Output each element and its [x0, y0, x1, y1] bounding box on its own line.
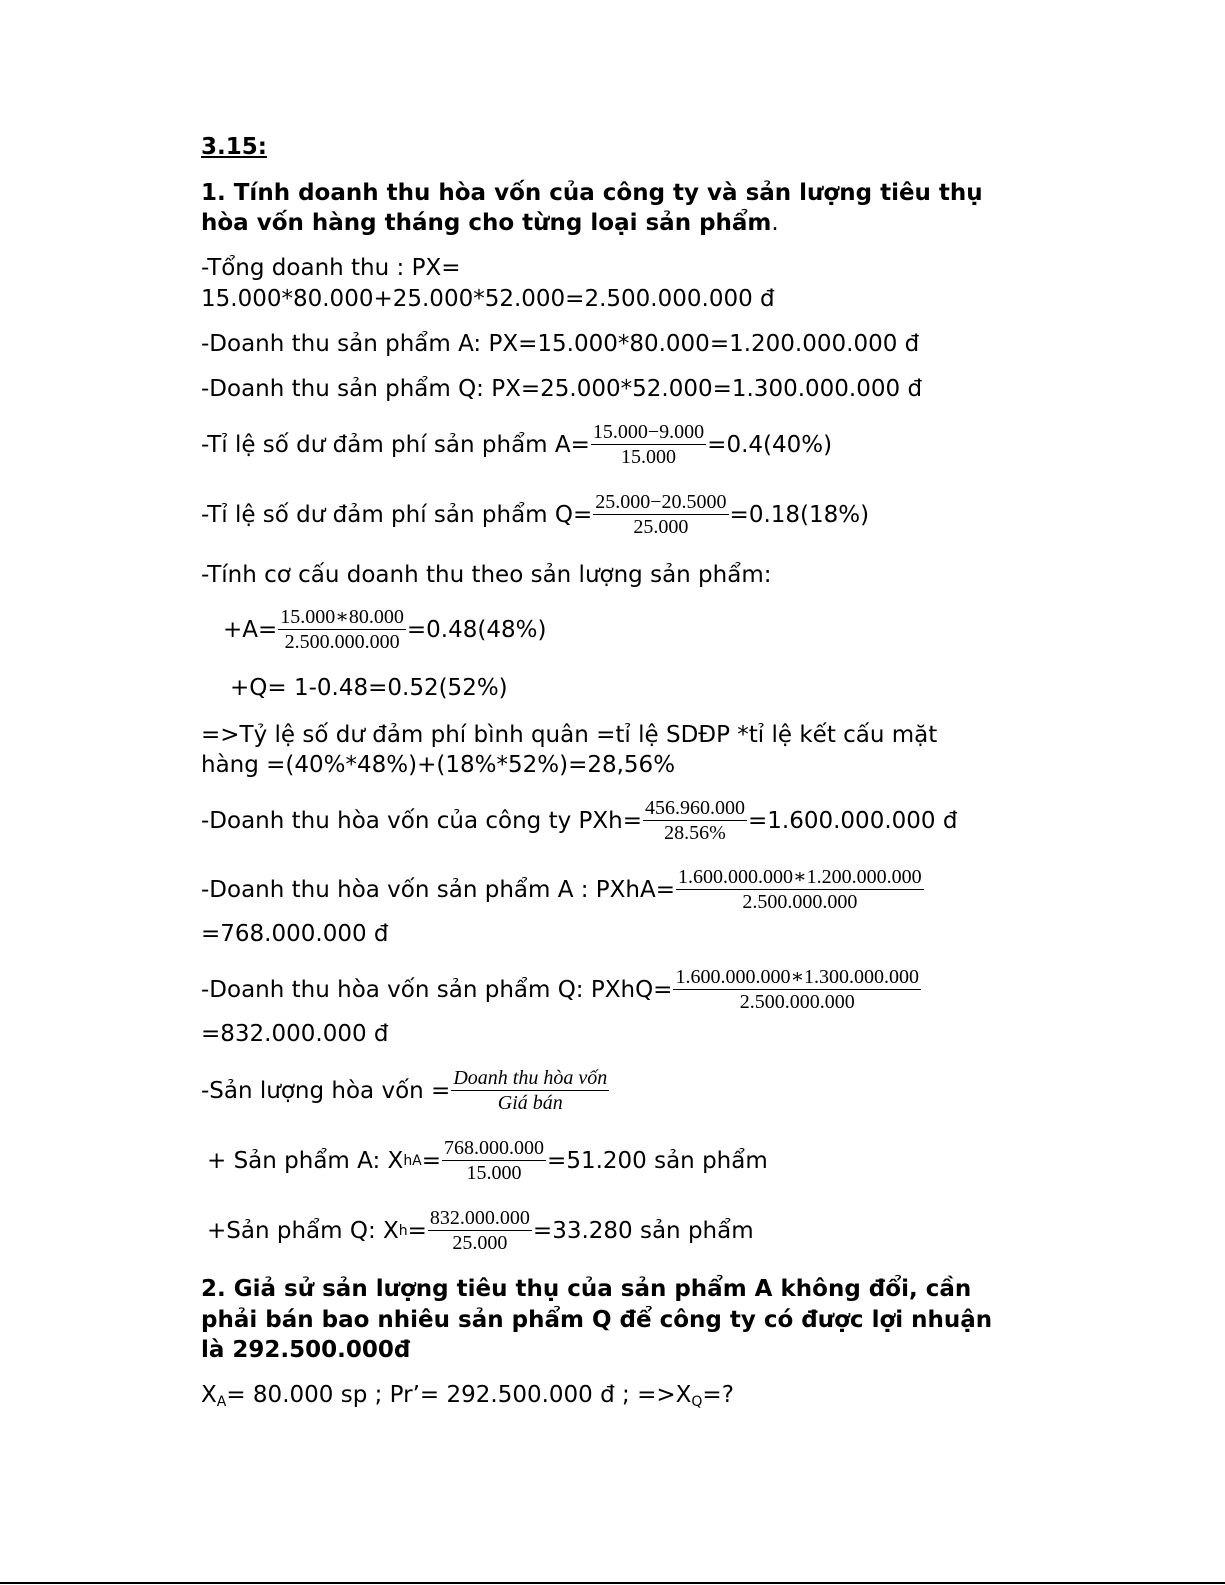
- sales-mix-a-label: +A=: [223, 616, 278, 643]
- section-heading: 3.15:: [201, 134, 267, 160]
- given-subscript-a: A: [216, 1394, 227, 1410]
- total-revenue-line-1: -Tổng doanh thu : PX=: [201, 255, 461, 281]
- break-even-a-denominator: 2.500.000.000: [742, 891, 858, 913]
- units-product-q-fraction: [428, 1206, 532, 1255]
- break-even-units-numerator: Doanh thu hòa vốn: [453, 1067, 608, 1089]
- units-product-q-subscript: h: [398, 1222, 408, 1239]
- cm-ratio-q-formula: [201, 490, 869, 539]
- break-even-a-formula: [201, 865, 925, 914]
- break-even-units-fraction: [451, 1066, 609, 1115]
- cm-ratio-q-denominator: 25.000: [633, 516, 689, 538]
- cm-ratio-a-numerator: 15.000−9.000: [592, 421, 705, 443]
- break-even-a-result: =768.000.000 đ: [201, 921, 389, 947]
- cm-ratio-a-label: -Tỉ lệ số dư đảm phí sản phẩm A=: [201, 431, 590, 458]
- break-even-units-denominator: Giá bán: [497, 1092, 563, 1114]
- units-product-a-numerator: 768.000.000: [444, 1137, 545, 1159]
- break-even-units-formula: [201, 1066, 610, 1115]
- units-product-a-fraction: [442, 1136, 546, 1185]
- sales-mix-title: -Tính cơ cấu doanh thu theo sản lượng sản phẩm:: [201, 562, 772, 588]
- sales-mix-a-result: =0.48(48%): [406, 616, 547, 643]
- average-cm-ratio-line-2: hàng =(40%*48%)+(18%*52%)=28,56%: [201, 752, 676, 778]
- units-product-a-result: =51.200 sản phẩm: [547, 1147, 768, 1174]
- cm-ratio-q-label: -Tỉ lệ số dư đảm phí sản phẩm Q=: [201, 501, 593, 528]
- cm-ratio-q-fraction: [593, 490, 728, 539]
- units-product-q-denominator: 25.000: [452, 1232, 508, 1254]
- question-1-title-line-1: 1. Tính doanh thu hòa vốn của công ty và sản lượng tiêu thụ: [201, 180, 983, 206]
- given-question: =?: [702, 1382, 734, 1408]
- question-2-line-3: là 292.500.000đ: [201, 1337, 411, 1363]
- cm-ratio-q-result: =0.18(18%): [729, 501, 870, 528]
- break-even-q-numerator: 1.600.000.000∗1.300.000.000: [675, 966, 920, 988]
- question-2-line-2: phải bán bao nhiêu sản phẩm Q để công ty có được lợi nhuận: [201, 1307, 993, 1333]
- total-revenue-line-2: 15.000*80.000+25.000*52.000=2.500.000.000 đ: [201, 286, 775, 312]
- break-even-company-result: =1.600.000.000 đ: [748, 807, 958, 834]
- sales-mix-a-fraction: [278, 605, 406, 654]
- revenue-product-q: -Doanh thu sản phẩm Q: PX=25.000*52.000=1.300.000.000 đ: [201, 376, 923, 402]
- sales-mix-a-formula: [223, 605, 546, 654]
- break-even-company-denominator: 28.56%: [664, 822, 726, 844]
- break-even-q-result: =832.000.000 đ: [201, 1021, 389, 1047]
- units-product-q-formula: [207, 1206, 754, 1255]
- cm-ratio-a-denominator: 15.000: [621, 446, 677, 468]
- question-1-title-period: .: [771, 210, 779, 236]
- break-even-q-label: -Doanh thu hòa vốn sản phẩm Q: PXhQ=: [201, 976, 673, 1003]
- given-x-a: X: [201, 1382, 217, 1408]
- break-even-q-formula: [201, 965, 922, 1014]
- sales-mix-a-numerator: 15.000∗80.000: [280, 606, 404, 628]
- break-even-a-numerator: 1.600.000.000∗1.200.000.000: [678, 866, 922, 888]
- break-even-q-denominator: 2.500.000.000: [739, 991, 855, 1013]
- units-product-a-equals: =: [421, 1147, 442, 1174]
- break-even-company-label: -Doanh thu hòa vốn của công ty PXh=: [201, 807, 642, 834]
- units-product-q-label: +Sản phẩm Q: X: [207, 1217, 399, 1244]
- cm-ratio-a-fraction: [591, 420, 706, 469]
- units-product-q-result: =33.280 sản phẩm: [532, 1217, 754, 1244]
- given-values-text: = 80.000 sp ; Pr’= 292.500.000 đ ; =>X: [226, 1382, 692, 1408]
- sales-mix-q: +Q= 1-0.48=0.52(52%): [230, 675, 508, 701]
- average-cm-ratio-line-1: =>Tỷ lệ số dư đảm phí bình quân =tỉ lệ SDĐP *tỉ lệ kết cấu mặt: [201, 722, 938, 748]
- break-even-q-fraction: [673, 965, 921, 1014]
- units-product-a-denominator: 15.000: [466, 1162, 522, 1184]
- units-product-a-formula: [207, 1136, 768, 1185]
- question-2-line-1: 2. Giả sử sản lượng tiêu thụ của sản phẩm A không đổi, cần: [201, 1276, 972, 1302]
- units-product-q-numerator: 832.000.000: [429, 1207, 530, 1229]
- break-even-company-fraction: [643, 796, 747, 845]
- cm-ratio-a-formula: [201, 420, 832, 469]
- given-values: [201, 1380, 734, 1417]
- question-1-title-text: hòa vốn hàng tháng cho từng loại sản phẩm: [201, 210, 772, 236]
- revenue-product-a: -Doanh thu sản phẩm A: PX=15.000*80.000=1.200.000.000 đ: [201, 331, 920, 357]
- units-product-a-subscript: hA: [403, 1152, 422, 1169]
- sales-mix-a-denominator: 2.500.000.000: [284, 631, 400, 653]
- break-even-a-fraction: [676, 865, 924, 914]
- break-even-company-numerator: 456.960.000: [645, 797, 745, 819]
- cm-ratio-a-result: =0.4(40%): [707, 431, 833, 458]
- question-1-title-line-2: [201, 208, 779, 238]
- cm-ratio-q-numerator: 25.000−20.5000: [595, 491, 727, 513]
- units-product-a-label: + Sản phẩm A: X: [207, 1147, 404, 1174]
- break-even-units-label: -Sản lượng hòa vốn =: [201, 1077, 451, 1104]
- break-even-a-label: -Doanh thu hòa vốn sản phẩm A : PXhA=: [201, 876, 676, 903]
- given-subscript-q: Q: [691, 1394, 703, 1410]
- units-product-q-equals: =: [407, 1217, 427, 1244]
- break-even-company-formula: [201, 796, 957, 845]
- page-bottom-border: [0, 1582, 1225, 1584]
